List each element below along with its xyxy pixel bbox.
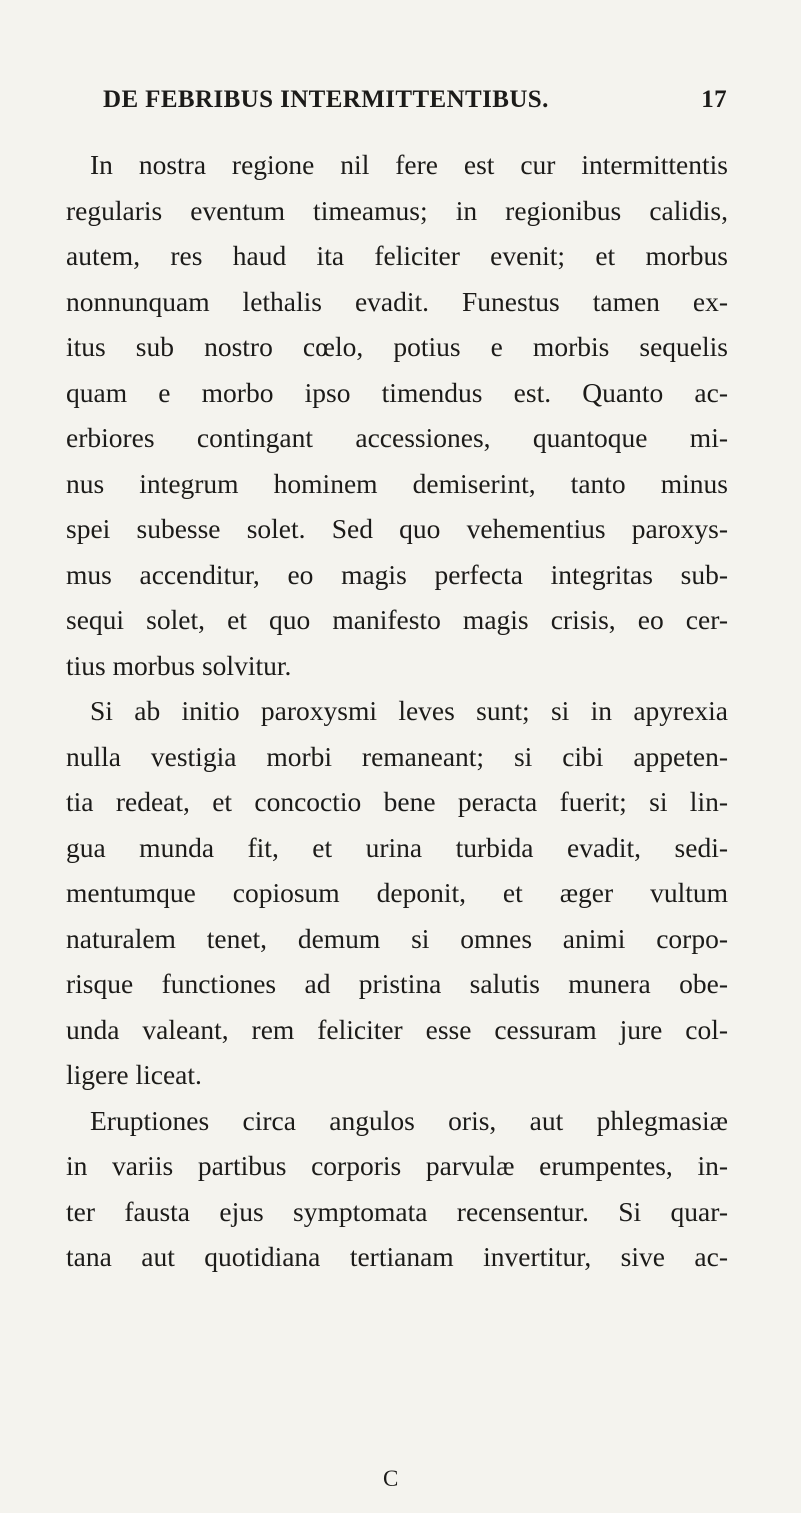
text-line: Eruptiones circa angulos oris, aut phlegmasiæ	[90, 1104, 728, 1136]
paragraph-1	[66, 142, 728, 688]
text-line: naturalem tenet, demum si omnes animi corpo-	[66, 922, 728, 954]
text-line: erbiores contingant accessiones, quantoque mi-	[66, 422, 728, 453]
text-line: mentumque copiosum deponit, et æger vultum	[66, 877, 728, 908]
text-line: nus integrum hominem demiserint, tanto minus	[66, 467, 728, 499]
text-line: ligere liceat.	[66, 1059, 202, 1090]
text-line: mus accenditur, eo magis perfecta integritas sub-	[66, 558, 728, 590]
text-line: tius morbus solvitur.	[66, 649, 292, 681]
text-line: unda valeant, rem feliciter esse cessuram jure col-	[66, 1013, 728, 1045]
text-line: in variis partibus corporis parvulæ erumpentes, in-	[66, 1150, 728, 1181]
text-line: tana aut quotidiana tertianam invertitur, sive ac-	[66, 1241, 728, 1272]
text-line: gua munda fit, et urina turbida evadit, sedi-	[66, 831, 728, 863]
text-line: regularis eventum timeamus; in regionibus calidis,	[66, 194, 728, 226]
text-line: autem, res haud ita feliciter evenit; et morbus	[66, 240, 728, 271]
signature-mark: C	[383, 1466, 399, 1491]
paragraph-3	[66, 1098, 728, 1280]
text-line: nulla vestigia morbi remaneant; si cibi appeten-	[66, 740, 728, 772]
page-number: 17	[701, 86, 727, 113]
text-line: Si ab initio paroxysmi leves sunt; si in apyrexia	[90, 695, 728, 726]
running-head	[103, 86, 727, 126]
text-line: In nostra regione nil fere est cur intermittentis	[90, 149, 728, 180]
text-line: ter fausta ejus symptomata recensentur. Si quar-	[66, 1195, 728, 1227]
text-line: sequi solet, et quo manifesto magis crisis, eo cer-	[66, 604, 728, 635]
text-line: quam e morbo ipso timendus est. Quanto ac-	[66, 376, 728, 408]
text-line: itus sub nostro cœlo, potius e morbis sequelis	[66, 331, 728, 362]
body-text	[66, 142, 728, 1280]
text-line: tia redeat, et concoctio bene peracta fuerit; si lin-	[66, 786, 728, 817]
text-line: nonnunquam lethalis evadit. Funestus tamen ex-	[66, 285, 728, 317]
text-line: spei subesse solet. Sed quo vehementius paroxys-	[66, 513, 728, 544]
paragraph-2	[66, 688, 728, 1098]
running-head-title: DE FEBRIBUS INTERMITTENTIBUS.	[103, 86, 549, 113]
text-line: risque functiones ad pristina salutis munera obe-	[66, 968, 728, 999]
